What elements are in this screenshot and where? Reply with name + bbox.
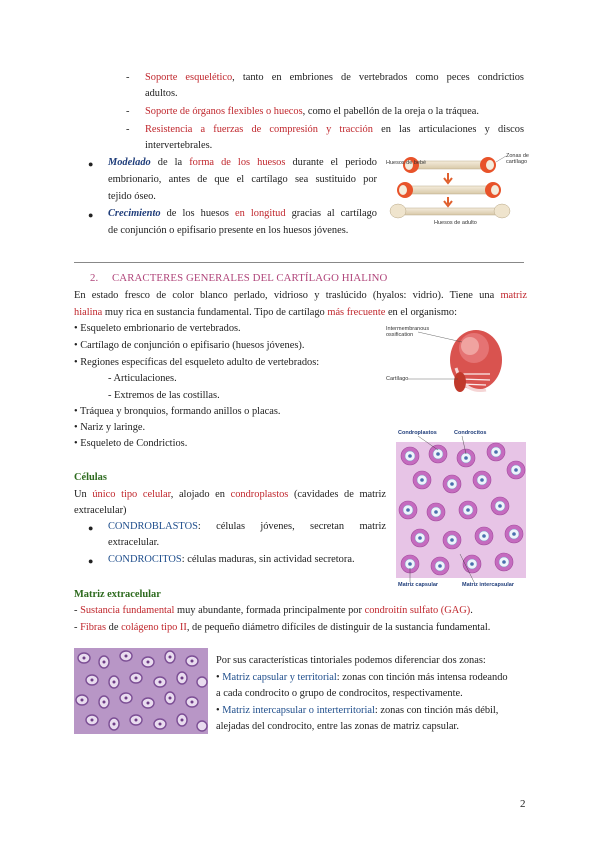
bone-label-cartilage: Zonas de cartílago: [506, 153, 529, 165]
bone-growth-figure: [384, 150, 530, 230]
cartilage-micrograph: [74, 648, 208, 734]
dash-marker: -: [126, 72, 130, 83]
section-divider: [74, 262, 524, 263]
matriz-line1: - Sustancia fundamental muy abundante, formada principalmente por condroitín sulfato (GAG).: [74, 605, 473, 616]
matriz-line2: - Fibras de colágeno tipo II, de pequeño diámetro difíciles de distinguir de la sustancia fundamental.: [74, 622, 491, 633]
list-item: - Articulaciones.: [108, 373, 177, 384]
page-number: 2: [520, 798, 526, 810]
section-number: 2.: [90, 272, 99, 284]
embryo-figure: [386, 324, 526, 404]
zona1-line: • Matriz capsular y territorial: zonas con tinción más intensa rodeando: [216, 672, 508, 683]
list-item: • Tráquea y bronquios, formando anillos o placas.: [74, 406, 281, 417]
condroblastos-line: CONDROBLASTOS: células jóvenes, secretan matriz: [108, 521, 386, 532]
histo-label-matriz-intercapsular: Matriz intercapsular: [462, 582, 514, 588]
celulas-para-line2: extracelular): [74, 505, 127, 516]
embryo-label-cartilage: Cartílago: [386, 376, 409, 382]
zona2-line: • Matriz intercapsular o interterritorial: zonas con tinción más débil,: [216, 705, 499, 716]
modelado-line1: Modelado de la forma de los huesos durante el periodo: [108, 157, 377, 168]
section-title: CARACTERES GENERALES DEL CARTÍLAGO HIALINO: [112, 272, 388, 284]
list-item: • Cartílago de conjunción o epifisario (huesos jóvenes).: [74, 340, 305, 351]
histology-figure: [396, 430, 526, 590]
bone-label-adult: Huesos de adulto: [434, 220, 477, 226]
dash-marker: -: [126, 106, 130, 117]
list-item-cont: intervertebrales.: [145, 140, 213, 151]
list-item-cont: adultos.: [145, 88, 178, 99]
zona1-cont: a cada condrocito o grupo de condrocitos, respectivamente.: [216, 688, 463, 699]
list-item: Soporte esquelético, tanto en embriones de vertebrados como peces condrictios: [145, 72, 524, 83]
bullet-dot: ●: [88, 523, 94, 533]
list-item: Resistencia a fuerzas de compresión y tracción en las articulaciones y discos: [145, 124, 524, 135]
section2-para-line2: hialina muy rica en sustancia fundamental. Tipo de cartílago más frecuente en el organismo:: [74, 307, 458, 318]
bullet-dot: ●: [88, 210, 94, 220]
histology-micrograph: [396, 430, 526, 590]
list-item: • Nariz y laringe.: [74, 422, 146, 433]
list-item: Soporte de órganos flexibles o huecos, como el pabellón de la oreja o la tráquea.: [145, 106, 479, 117]
section2-para-line1: En estado fresco de color blanco perlado, vidrioso y traslúcido (hyalos: vidrio). Tiene una matriz: [74, 290, 527, 301]
condroblastos-cont: extracelular.: [108, 537, 160, 548]
bullet-dot: ●: [88, 556, 94, 566]
matriz-heading: Matriz extracelular: [74, 589, 161, 600]
condrocitos-line: CONDROCITOS: células maduras, sin actividad secretora.: [108, 554, 355, 565]
zona2-cont: alejadas del condrocito, entre las zonas de matriz capsular.: [216, 721, 459, 732]
embryo-label-ossification: Intermembranous ossification: [386, 326, 430, 338]
modelado-line3: tejido óseo.: [108, 191, 156, 202]
histo-label-matriz-capsular: Matriz capsular: [398, 582, 439, 588]
micrograph-image: [74, 648, 208, 734]
list-item: • Esqueleto de Condrictios.: [74, 438, 188, 449]
zonas-intro: Por sus características tintoriales podemos diferenciar dos zonas:: [216, 655, 486, 666]
crecimiento-line2: de conjunción o epifisario presente en los huesos jóvenes.: [108, 225, 349, 236]
list-item: • Esqueleto embrionario de vertebrados.: [74, 323, 241, 334]
histo-label-condrocitos: Condrocitos: [454, 430, 487, 436]
list-item: - Extremos de las costillas.: [108, 390, 220, 401]
celulas-heading: Células: [74, 472, 107, 483]
list-item: • Regiones específicas del esqueleto adulto de vertebrados:: [74, 357, 320, 368]
dash-marker: -: [126, 124, 130, 135]
modelado-line2: embrionario, antes de que el cartílago sea sustituido por: [108, 174, 377, 185]
histo-label-condroplastos: Condroplastos: [398, 430, 437, 436]
bone-label-baby: Huesos de bebé: [386, 160, 427, 166]
bullet-dot: ●: [88, 159, 94, 169]
crecimiento-line1: Crecimiento de los huesos en longitud gracias al cartílago: [108, 208, 377, 219]
celulas-para-line1: Un único tipo celular, alojado en condroplastos (cavidades de matriz: [74, 489, 387, 500]
